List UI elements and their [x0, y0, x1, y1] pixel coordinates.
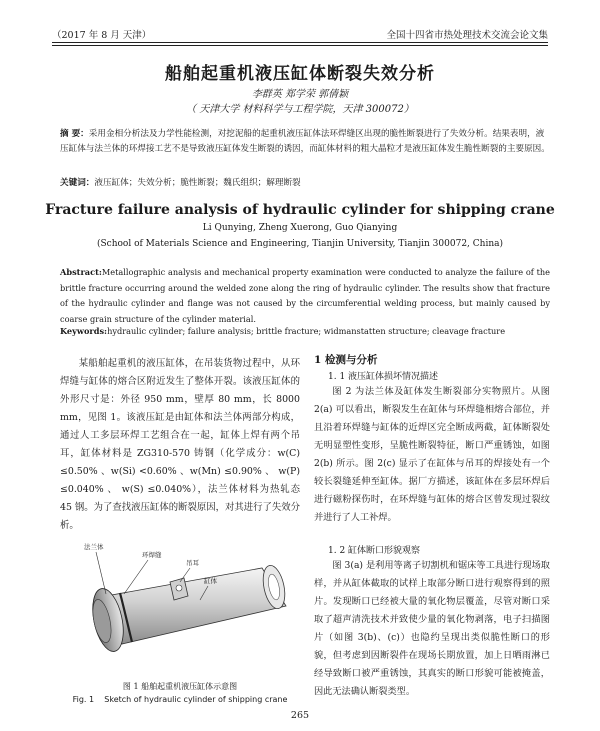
abstract-cn [60, 127, 550, 157]
subsection-1-1-paragraph: 图 2 为法兰体及缸体发生断裂部分实物照片。从图 2(a) 可以看出，断裂发生在缸体与环焊缝相熔合部位，并且沿着环焊缝与缸体的近焊区完全断成两截，缸体断裂处无明显塑性变形，呈脆性断裂特征，断口严重锈蚀，如图 2(b) 所示。图 2(c) 显示了在缸体与吊耳的焊接处有一个较长裂缝延伸至缸体。据厂方描述，该缸体在多层环焊后进行磁粉探伤时，在环焊缝与缸体的熔合区曾发现过裂纹并进行了人工补焊。 [314, 386, 550, 523]
abstract-en [60, 265, 550, 327]
authors-en: Li Qunying, Zheng Xuerong, Guo Qianying [202, 223, 398, 233]
header-rule-top [52, 42, 548, 43]
abstract-en-text: Metallographic analysis and mechanical property examination were conducted to analyze the failure of the brittle fracture occurring around the welded zone along the ring of hydraulic cylinder. The results show that fracture of the hydraulic cylinder and flange was not caused by the circumferential welding process, but mainly caused by coarse grain structure of the cylinder material. [60, 267, 550, 324]
intro-paragraph: 某船舶起重机的液压缸体，在吊装货物过程中，从环焊缝与缸体的熔合区附近发生了整体开裂。该液压缸体的外形尺寸是：外径 950 mm，壁厚 80 mm，长 8000 mm，见图 1。该液压缸是由缸体和法兰体两部分构成，通过人工多层环焊工艺组合在一起，缸体上焊有两个吊耳，缸体材料是 ZG310-570 铸钢（化学成分：w(C) ≤0.50% 、w(Si) <0.60% 、w(Mn) ≤0.90% 、 w(P) ≤0.040% 、 w(S) ≤0.040%），法兰体材料为热轧态 45 钢。为了查找液压缸体的断裂原因，对其进行了失效分析。 [60, 358, 300, 531]
keywords-en-text: hydraulic cylinder; failure analysis; brittle fracture; widmanstatten structure; cleavage fracture [107, 326, 506, 336]
keywords-en [60, 324, 550, 339]
abstract-cn-label: 摘 要： [60, 129, 89, 139]
paper-title-cn: 船舶起重机液压缸体断裂失效分析 [165, 64, 435, 84]
label-lug: 吊耳 [186, 559, 199, 567]
header-rule-bottom [52, 45, 548, 46]
label-cylinder: 缸体 [204, 577, 217, 585]
keywords-cn-text: 液压缸体；失效分析；脆性断裂；魏氏组织；解理断裂 [94, 178, 301, 188]
cylinder-body [106, 563, 288, 644]
subsection-1-2-heading: 1. 2 缸体断口形貌观察 [328, 546, 421, 556]
authors-cn: 李群英 郑学荣 郭倩颖 [251, 89, 349, 100]
subsection-1-1-heading: 1. 1 液压缸体损坏情况描述 [328, 372, 439, 382]
affiliation-en: (School of Materials Science and Engineering, Tianjin University, Tianjin 300072, China) [96, 239, 503, 249]
label-ring-weld: 环焊缝 [142, 551, 162, 559]
label-flange: 法兰体 [84, 543, 104, 551]
abstract-en-label: Abstract: [60, 267, 102, 277]
keywords-cn [60, 176, 550, 191]
running-header-left: （2017 年 8 月 天津） [52, 30, 152, 41]
affiliation-cn: （ 天津大学 材料科学与工程学院，天津 300072） [186, 104, 414, 115]
figure-1-caption-cn: 图 1 船舶起重机液压缸体示意图 [122, 682, 238, 691]
keywords-en-label: Keywords: [60, 326, 108, 336]
section-1-heading: 1 检测与分析 [314, 354, 378, 366]
figure-1-cylinder-sketch [62, 538, 298, 666]
figure-1-caption-en [62, 695, 298, 704]
figure-1-caption-en-prefix: Fig. 1 [72, 695, 95, 704]
abstract-cn-text: 采用金相分析法及力学性能检测，对挖泥船的起重机液压缸体法环焊缝区出现的脆性断裂进行了失效分析。结果表明，液压缸体与法兰体的环焊接工艺不是导致液压缸体发生断裂的诱因，而缸体材料的粗大晶粒才是液压缸体发生脆性断裂的主要原因。 [60, 129, 550, 154]
subsection-1-2-paragraph: 图 3(a) 是利用等离子切割机和锯床等工具进行现场取样，并从缸体截取的试样上取部分断口进行观察得到的照片。发现断口已经被大量的氧化物层覆盖，尽管对断口采取了超声清洗技术并致使少量的氧化物剥落，电子扫描图片（如图 3(b)、(c)）也隐约呈现出类似脆性断口的形貌，但考虑到因断裂件在现场长期放置，加上日晒雨淋已经导致断口被严重锈蚀，其真实的断口形貌可能被掩盖，因此无法确认断裂类型。 [314, 560, 550, 697]
paper-title-en: Fracture failure analysis of hydraulic cylinder for shipping crane [45, 202, 555, 218]
page-number: 265 [290, 710, 310, 721]
figure-1-caption-en-text: Sketch of hydraulic cylinder of shipping crane [104, 695, 288, 704]
running-header-right: 全国十四省市热处理技术交流会论文集 [386, 30, 548, 41]
keywords-cn-label: 关键词： [60, 178, 95, 188]
